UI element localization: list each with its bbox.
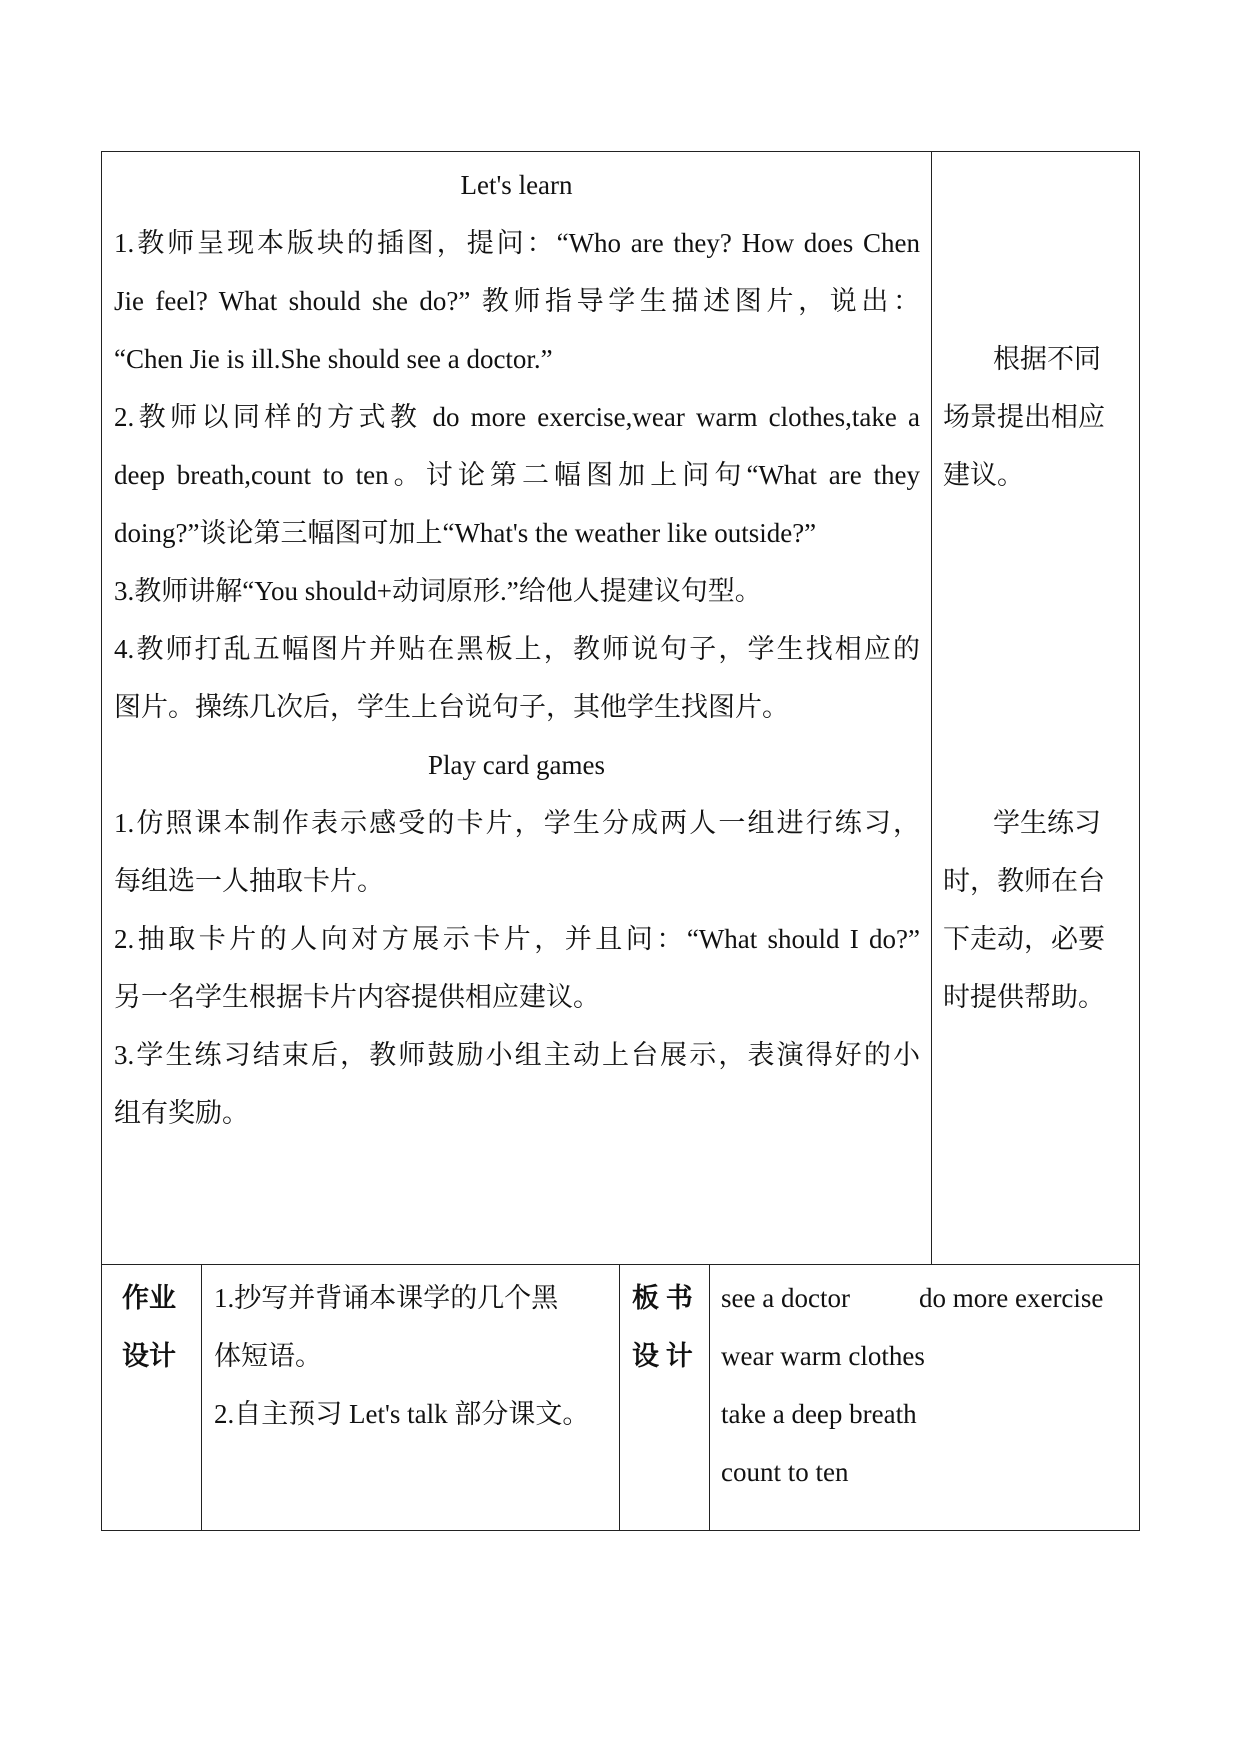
homework-line: 体短语。 [214, 1341, 322, 1371]
cell-divider [619, 1265, 620, 1530]
homework-line: 2.自主预习 Let's talk 部分课文。 [214, 1399, 590, 1429]
homework-label: 作业 [122, 1283, 176, 1313]
board-label: 设 计 [632, 1341, 693, 1371]
card-games-note-line: 下走动，必要 [943, 924, 1105, 954]
card-games-heading: Play card games [428, 750, 605, 780]
lets-learn-line: deep breath,count to ten。讨论第二幅图加上问句“What are they [114, 460, 920, 490]
column-divider [931, 152, 932, 1264]
lets-learn-line: 2.教师以同样的方式教 do more exercise,wear warm clothes,take a [114, 402, 920, 432]
card-games-line: 3.学生练习结束后，教师鼓励小组主动上台展示，表演得好的小 [114, 1040, 920, 1070]
lets-learn-line: 图片。操练几次后，学生上台说句子，其他学生找图片。 [114, 692, 789, 722]
lets-learn-line: 4.教师打乱五幅图片并贴在黑板上，教师说句子，学生找相应的 [114, 634, 920, 664]
card-games-note-line: 学生练习 [993, 808, 1101, 838]
board-phrase: count to ten [721, 1457, 849, 1487]
lets-learn-line: “Chen Jie is ill.She should see a doctor.” [114, 344, 553, 374]
cell-divider [201, 1265, 202, 1530]
homework-line: 1.抄写并背诵本课学的几个黑 [214, 1283, 559, 1313]
lets-learn-line: 3.教师讲解“You should+动词原形.”给他人提建议句型。 [114, 576, 762, 606]
card-games-line: 组有奖励。 [114, 1098, 249, 1128]
lets-learn-line: 1.教师呈现本版块的插图，提问：“Who are they? How does Chen [114, 228, 920, 258]
card-games-note-line: 时提供帮助。 [943, 982, 1105, 1012]
cell-divider [709, 1265, 710, 1530]
board-phrase: do more exercise [919, 1283, 1104, 1313]
lets-learn-note-line: 建议。 [943, 460, 1024, 490]
lets-learn-note-line: 根据不同 [993, 344, 1101, 374]
board-phrase: see a doctor [721, 1283, 850, 1313]
board-phrase: take a deep breath [721, 1399, 917, 1429]
homework-label: 设计 [122, 1341, 176, 1371]
card-games-note-line: 时，教师在台 [943, 866, 1105, 896]
card-games-line: 2.抽取卡片的人向对方展示卡片，并且问：“What should I do?” [114, 924, 920, 954]
lets-learn-line: doing?”谈论第三幅图可加上“What's the weather like outside?” [114, 518, 817, 548]
card-games-line: 每组选一人抽取卡片。 [114, 866, 384, 896]
lets-learn-line: Jie feel? What should she do?” 教师指导学生描述图片，说出： [114, 286, 920, 316]
board-label: 板 书 [632, 1283, 693, 1313]
lets-learn-note-line: 场景提出相应 [943, 402, 1105, 432]
teaching-process-table [101, 151, 1140, 1265]
board-phrase: wear warm clothes [721, 1341, 925, 1371]
lets-learn-heading: Let's learn [460, 170, 573, 200]
card-games-line: 1.仿照课本制作表示感受的卡片，学生分成两人一组进行练习， [114, 808, 920, 838]
card-games-line: 另一名学生根据卡片内容提供相应建议。 [114, 982, 600, 1012]
homework-board-table [101, 1265, 1140, 1531]
